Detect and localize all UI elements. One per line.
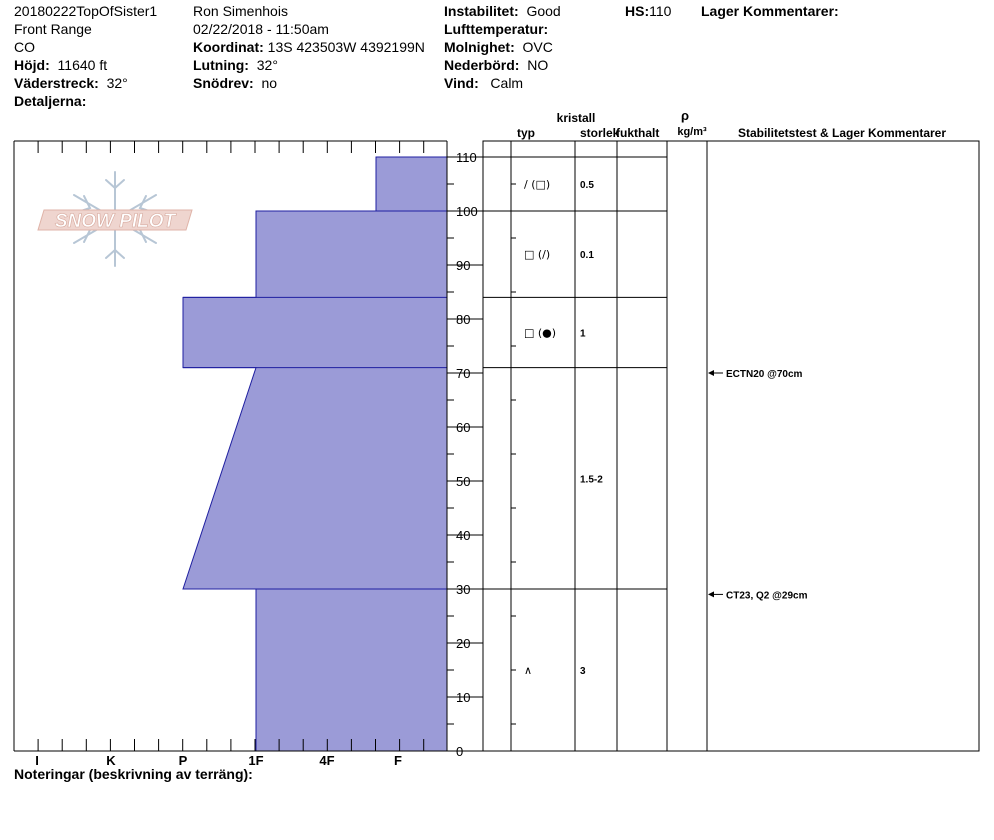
hardness-tick-p: P <box>178 753 188 768</box>
rho-header: ρ <box>680 108 690 123</box>
aspect-value: 32° <box>106 75 128 91</box>
height-tick-label: 30 <box>456 582 471 597</box>
coordinate-value: 13S 423503W 4392199N <box>267 39 425 55</box>
height-tick-label: 80 <box>456 312 471 327</box>
aspect-label: Väderstreck: <box>14 75 99 91</box>
layer-rows <box>524 178 603 677</box>
hardness-tick-4f: 4F <box>319 753 335 768</box>
hs-value: 110 <box>649 3 672 19</box>
height-tick-label: 0 <box>456 744 464 759</box>
stability-header: Stabilitetstest & Lager Kommentarer <box>737 126 947 140</box>
hardness-tick-f: F <box>394 753 402 768</box>
moisture-header: fukthalt <box>616 126 660 140</box>
height-tick-label: 70 <box>456 366 471 381</box>
range-name: Front Range <box>14 21 92 37</box>
hardness-tick-i: I <box>35 753 39 768</box>
crystal-header: kristall <box>556 111 596 125</box>
grain-size-value: 1.5-2 <box>580 474 603 486</box>
height-tick-label: 50 <box>456 474 471 489</box>
hs-label: HS: <box>625 3 650 19</box>
height-tick-label: 10 <box>456 690 471 705</box>
airtemp-label: Lufttemperatur: <box>444 21 549 37</box>
stability-label: Instabilitet: <box>444 3 519 19</box>
hardness-fill <box>183 157 447 751</box>
drift-value: no <box>261 75 278 91</box>
hardness-tick-1f: 1F <box>248 753 264 768</box>
layer-comments-label: Lager Kommentarer: <box>701 3 839 19</box>
wind-label: Vind: <box>444 75 479 91</box>
wind-value: Calm <box>490 75 524 91</box>
state-name: CO <box>14 39 35 55</box>
height-axis <box>447 150 483 759</box>
grain-type-icon: □ (●) <box>524 326 557 340</box>
notes-label: Noteringar (beskrivning av terräng): <box>14 766 253 782</box>
stability-value: Good <box>526 3 561 19</box>
hardness-tick-k: K <box>106 753 116 768</box>
coordinate-label: Koordinat: <box>193 39 264 55</box>
grain-size-value: 1 <box>580 328 586 340</box>
slope-label: Lutning: <box>193 57 249 73</box>
precip-label: Nederbörd: <box>444 57 520 73</box>
stability-test-arrowhead <box>708 370 714 376</box>
hardness-profile <box>183 157 447 751</box>
pit-name: 20180222TopOfSister1 <box>14 3 158 19</box>
height-tick-label: 90 <box>456 258 471 273</box>
stability-tests <box>708 369 808 601</box>
grain-size-value: 0.1 <box>580 250 594 262</box>
layer-table <box>483 141 979 751</box>
grain-size-value: 3 <box>580 666 586 677</box>
density-unit-header: kg/m³ <box>677 126 707 138</box>
observation-datetime: 02/22/2018 - 11:50am <box>193 21 329 37</box>
slope-value: 32° <box>256 57 278 73</box>
elevation-label: Höjd: <box>14 57 50 73</box>
height-tick-label: 40 <box>456 528 471 543</box>
size-header: storlek <box>580 126 620 140</box>
grain-type-icon: ∧ <box>524 664 533 677</box>
height-tick-label: 110 <box>456 150 477 165</box>
details-label: Detaljerna: <box>14 93 87 109</box>
stability-test-label: CT23, Q2 @29cm <box>726 590 808 602</box>
sky-label: Molnighet: <box>444 39 515 55</box>
height-tick-label: 60 <box>456 420 471 435</box>
grain-type-icon: / (□) <box>524 178 551 191</box>
type-header: typ <box>517 126 535 140</box>
sky-value: OVC <box>522 39 553 55</box>
precip-value: NO <box>527 57 549 73</box>
stability-test-label: ECTN20 @70cm <box>726 369 803 380</box>
table-border <box>483 141 979 751</box>
grain-type-icon: □ (/) <box>524 248 551 262</box>
grain-size-value: 0.5 <box>580 180 594 191</box>
observer-name: Ron Simenhois <box>193 3 288 19</box>
height-tick-label: 20 <box>456 636 471 651</box>
height-tick-label: 100 <box>456 204 478 219</box>
elevation-value: 11640 ft <box>57 57 108 73</box>
logo-text: SNOW PILOT <box>54 211 176 232</box>
snowpilot-logo <box>38 172 192 266</box>
stability-test-arrowhead <box>708 591 714 597</box>
drift-label: Snödrev: <box>193 75 254 91</box>
